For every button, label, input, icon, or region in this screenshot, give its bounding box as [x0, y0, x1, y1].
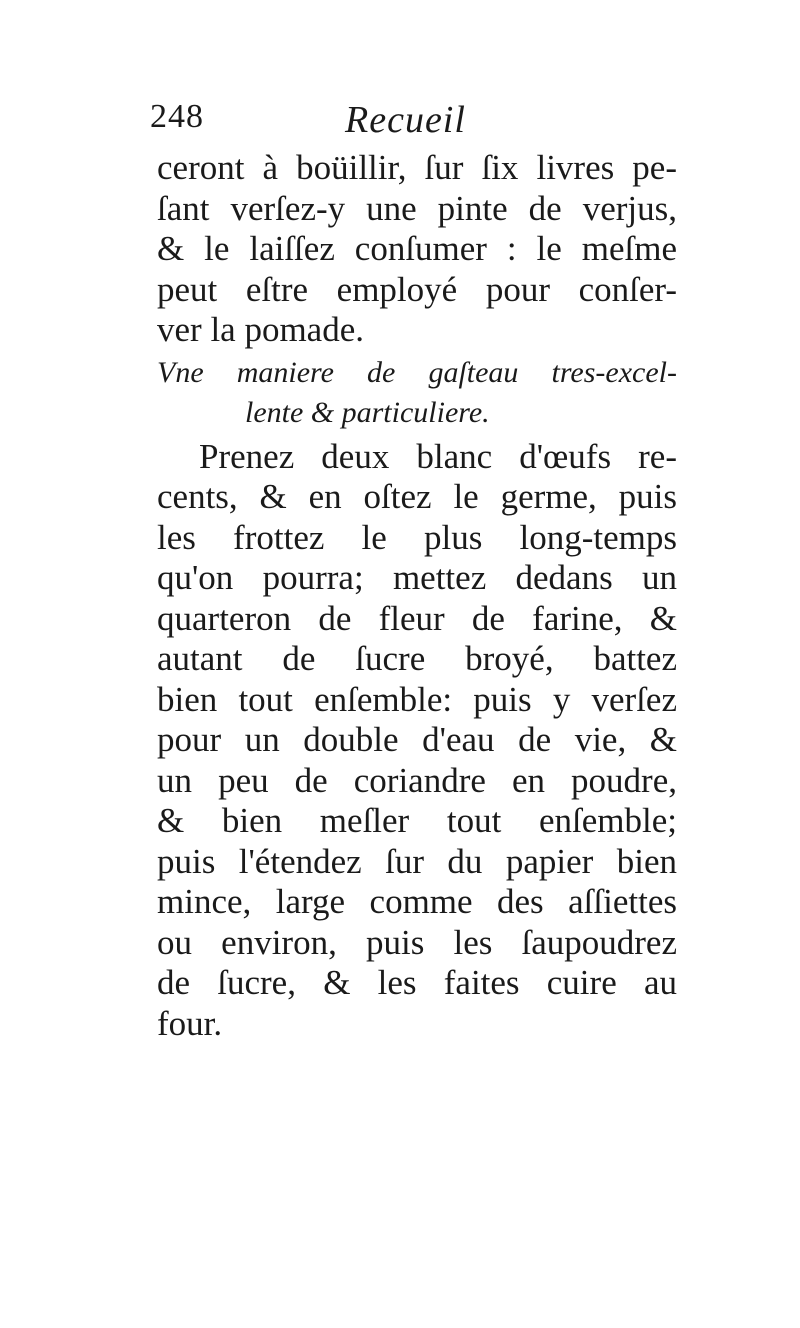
text-line: ceront à boüillir, ſur ſix livres pe- — [157, 148, 677, 187]
text-line: les frottez le plus long-temps — [157, 517, 677, 557]
running-title: Recueil — [345, 99, 466, 141]
text-line: ver la pomade. — [157, 310, 364, 349]
text-line: mince, large comme des aſſiettes — [157, 882, 677, 921]
text-line: peut eſtre employé pour conſer- — [157, 269, 677, 309]
recipe-paragraph — [157, 437, 677, 1045]
carryover-paragraph — [157, 148, 677, 351]
heading-line: lente & particuliere. — [245, 395, 490, 429]
recipe-heading — [157, 353, 677, 433]
text-line: Prenez deux blanc d'œufs re- — [199, 436, 677, 476]
heading-line: Vne maniere de gaſteau tres-excel- — [157, 355, 677, 389]
text-line: cents, & en oſtez le germe, puis — [157, 477, 677, 516]
page-text — [157, 148, 677, 1044]
text-line: & bien meſler tout enſemble; — [157, 801, 677, 840]
text-line: ſant verſez-y une pinte de verjus, — [157, 188, 677, 228]
text-line: quarteron de fleur de farine, & — [157, 598, 677, 638]
text-line: bien tout enſemble: puis y verſez — [157, 679, 677, 719]
text-line: de ſucre, & les faites cuire au — [157, 963, 677, 1002]
text-line: & le laiſſez conſumer : le meſme — [157, 229, 677, 268]
running-head — [150, 98, 650, 150]
text-line: puis l'étendez ſur du papier bien — [157, 841, 677, 881]
text-line: un peu de coriandre en poudre, — [157, 760, 677, 800]
text-line: qu'on pourra; mettez dedans un — [157, 558, 677, 597]
page-number: 248 — [150, 98, 204, 135]
text-line: pour un double d'eau de vie, & — [157, 720, 677, 759]
text-line: ou environ, puis les ſaupoudrez — [157, 922, 677, 962]
text-line: autant de ſucre broyé, battez — [157, 639, 677, 678]
text-line: four. — [157, 1003, 223, 1043]
